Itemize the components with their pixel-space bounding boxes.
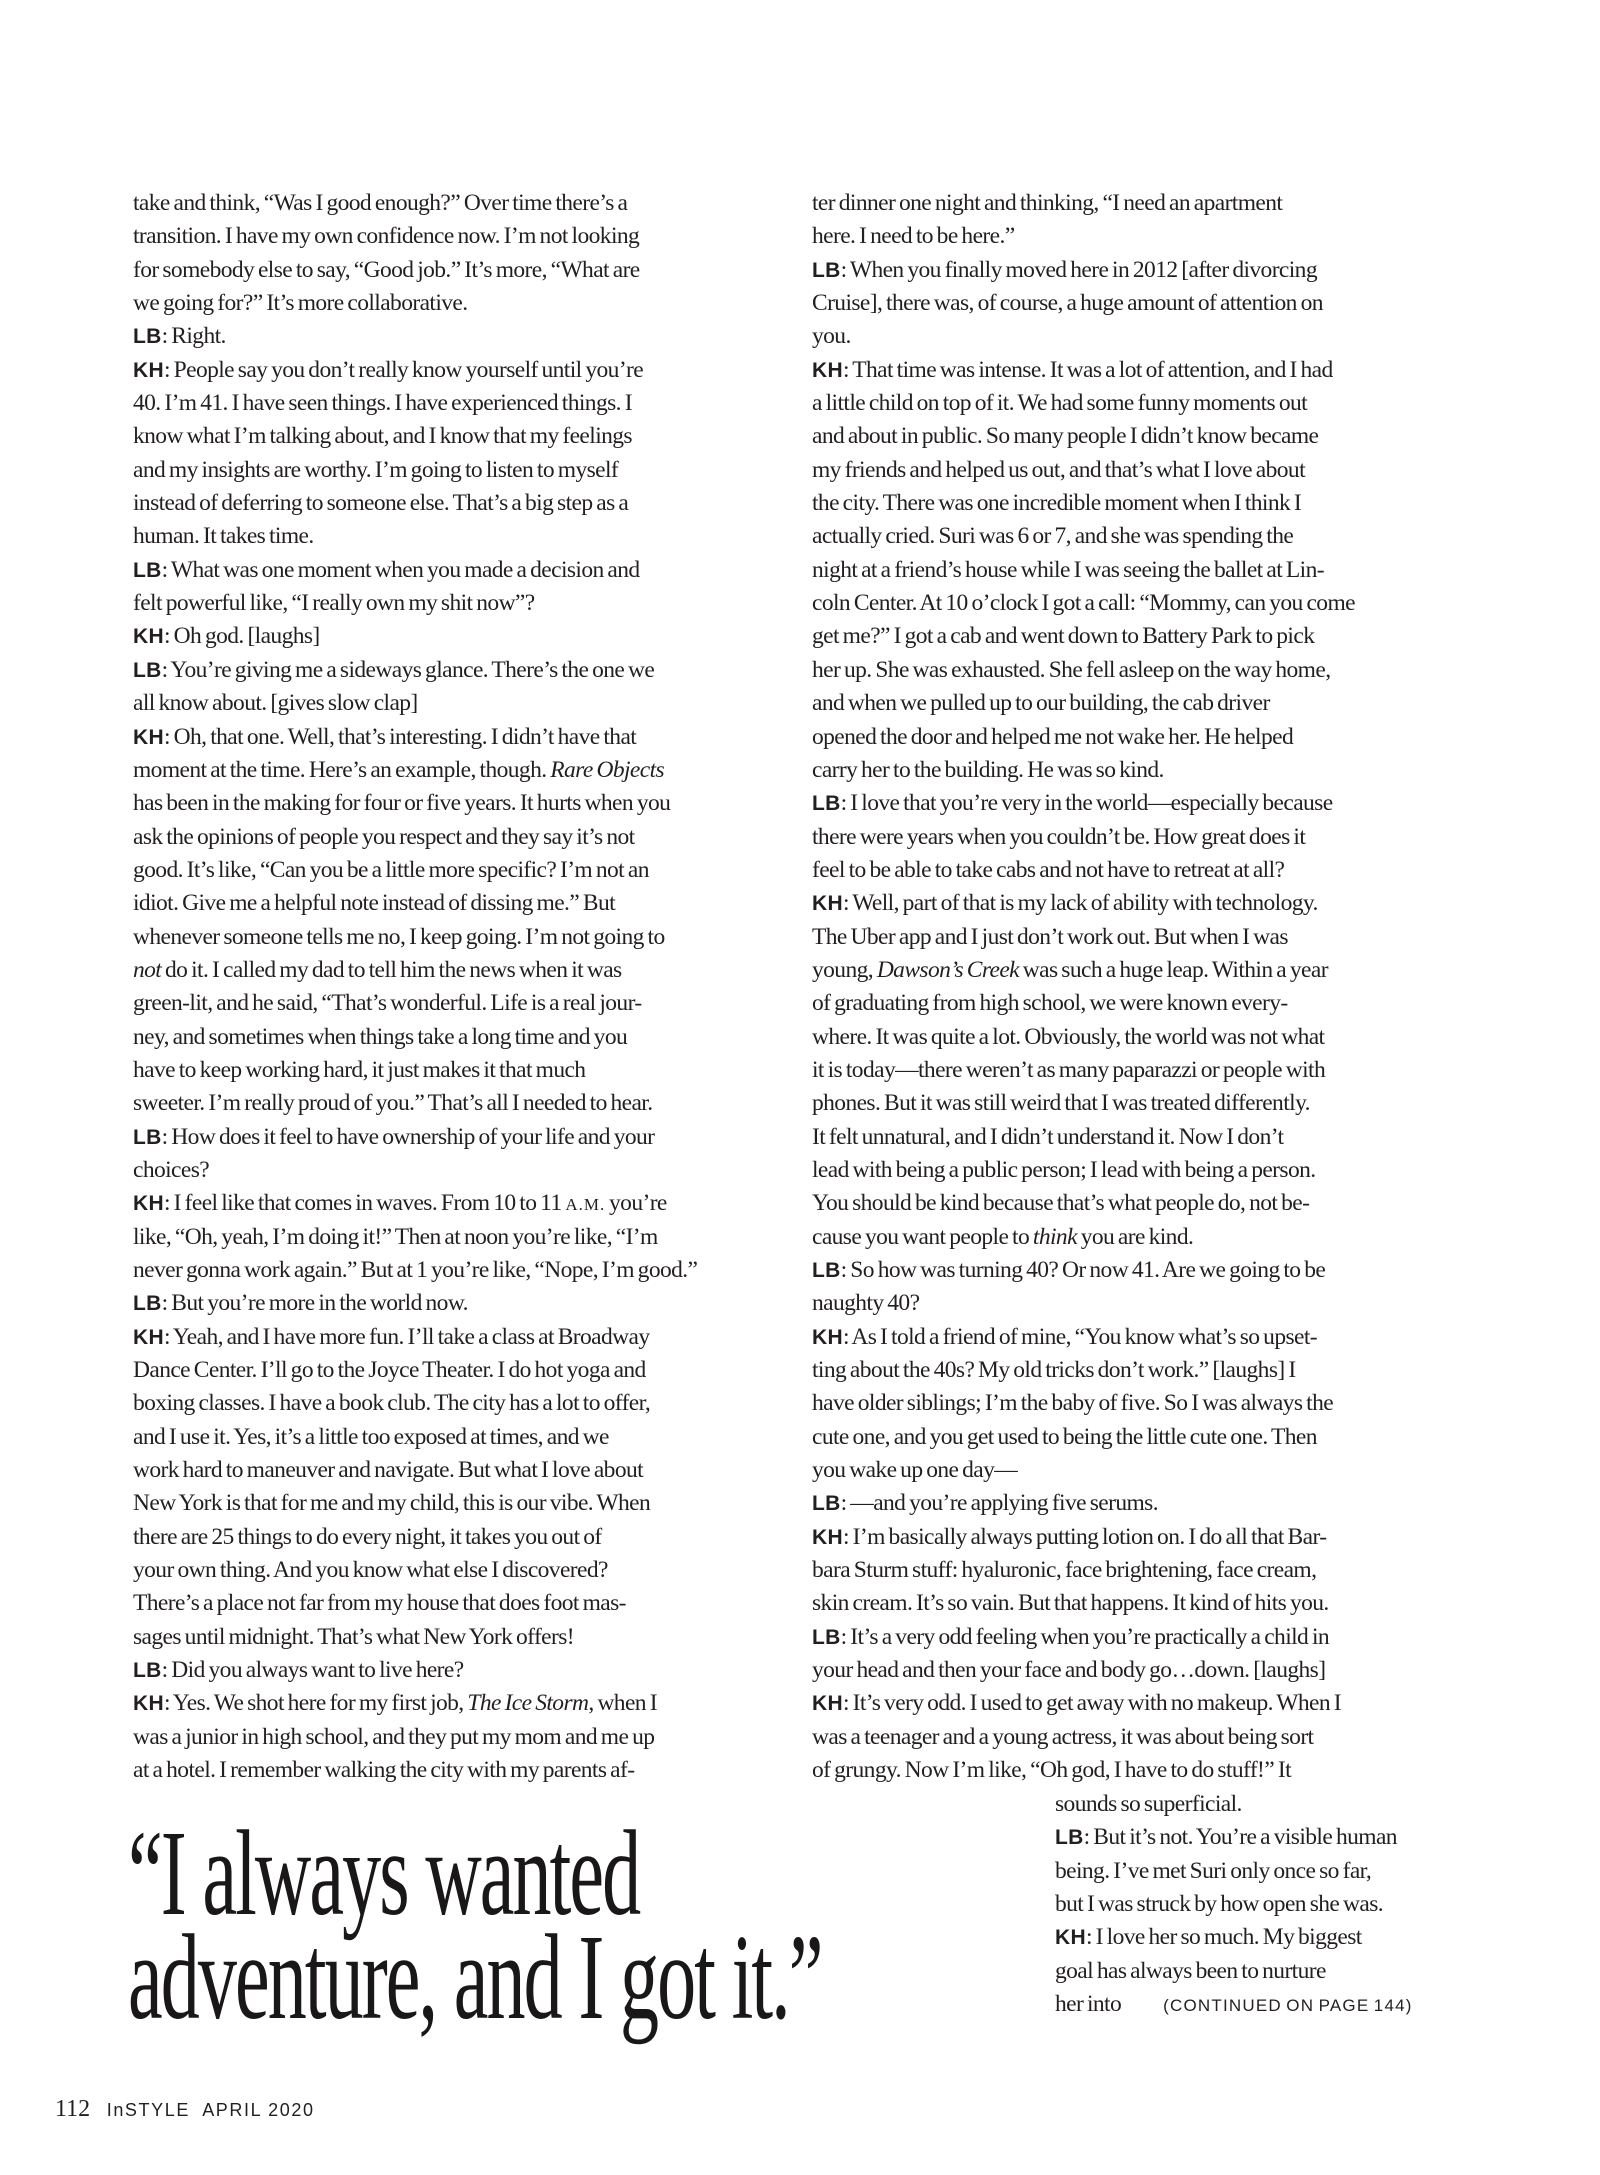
text-run: have to keep working hard, it just makes it that much — [133, 1056, 586, 1083]
text-line — [812, 821, 1448, 854]
text-run: it is today—there weren’t as many paparazzi or people with — [812, 1056, 1326, 1083]
text-run: of grungy. Now I’m like, “Oh god, I have to do stuff!” It — [812, 1757, 1292, 1784]
speaker-label: KH — [812, 892, 843, 916]
text-line — [812, 1487, 1448, 1520]
text-line — [812, 654, 1448, 687]
speaker-label: LB — [1055, 1826, 1084, 1850]
text-line — [812, 1754, 1448, 1787]
text-line — [812, 1287, 1448, 1320]
text-run: 40. I’m 41. I have seen things. I have experienced things. I — [133, 390, 632, 417]
text-line — [1055, 1955, 1447, 1988]
text-line — [812, 1321, 1448, 1354]
text-run: coln Center. At 10 o’clock I got a call: “Mommy, can you come — [812, 590, 1355, 617]
text-run: cause you want people to — [812, 1223, 1033, 1250]
text-line — [133, 1554, 773, 1587]
italic-title: Rare Objects — [550, 756, 665, 783]
text-run: : So how was turning 40? Or now 41. Are we going to be — [840, 1257, 1326, 1283]
text-line — [133, 1654, 773, 1687]
text-line — [133, 320, 773, 353]
text-line — [812, 520, 1448, 553]
text-run: phones. But it was still weird that I was treated differently. — [812, 1090, 1310, 1117]
text-run: : It’s very odd. I used to get away with no makeup. When I — [842, 1690, 1341, 1717]
text-line — [1055, 1888, 1447, 1921]
text-line — [133, 1321, 773, 1354]
text-line — [133, 620, 773, 653]
small-caps-text: A.M. — [565, 1195, 606, 1215]
text-run: never gonna work again.” But at 1 you’re like, “Nope, I’m good.” — [133, 1257, 698, 1283]
article-column-narrow — [1055, 1788, 1447, 2021]
text-line — [133, 1121, 773, 1154]
text-run: bara Sturm stuff: hyaluronic, face brightening, face cream, — [812, 1557, 1317, 1584]
text-line — [133, 454, 773, 487]
text-line — [133, 187, 773, 220]
text-line — [812, 487, 1448, 520]
text-run: whenever someone tells me no, I keep going. I’m not going to — [133, 923, 665, 950]
text-run: but I was struck by how open she was. — [1055, 1891, 1384, 1918]
text-run: know what I’m talking about, and I know that my feelings — [133, 423, 632, 450]
text-run: choices? — [133, 1156, 210, 1183]
text-run: there were years when you couldn’t be. How great does it — [812, 823, 1306, 850]
text-run: : Right. — [161, 323, 226, 350]
speaker-label: KH — [133, 358, 164, 382]
speaker-label: LB — [133, 1292, 162, 1316]
text-run: ting about the 40s? My old tricks don’t work.” [laughs] I — [812, 1357, 1296, 1384]
text-line — [812, 1054, 1448, 1087]
text-run: my friends and helped us out, and that’s what I love about — [812, 456, 1305, 483]
text-run: for somebody else to say, “Good job.” It’s more, “What are — [133, 256, 640, 283]
text-line — [133, 954, 773, 987]
text-run: we going for?” It’s more collaborative. — [133, 290, 468, 317]
text-line — [133, 654, 773, 687]
text-run: young, — [812, 956, 877, 983]
text-line — [133, 587, 773, 620]
text-line — [812, 1087, 1448, 1120]
speaker-label: KH — [133, 725, 164, 749]
article-column-left — [133, 187, 773, 1788]
text-run: where. It was quite a lot. Obviously, the world was not what — [812, 1023, 1325, 1050]
text-line — [133, 1154, 773, 1187]
text-run: : Well, part of that is my lack of ability with technology. — [842, 890, 1318, 917]
text-line — [133, 1687, 773, 1720]
text-line — [812, 1421, 1448, 1454]
text-run: : What was one moment when you made a decision and — [161, 556, 640, 583]
text-run: : Oh god. [laughs] — [163, 623, 320, 650]
text-line — [133, 787, 773, 820]
text-run: green-lit, and he said, “That’s wonderful. Life is a real jour- — [133, 990, 642, 1017]
text-run: carry her to the building. He was so kind. — [812, 756, 1164, 783]
text-line — [1055, 1788, 1447, 1821]
text-run: like, “Oh, yeah, I’m doing it!” Then at noon you’re like, “I’m — [133, 1223, 658, 1250]
text-run: sounds so superficial. — [1055, 1791, 1242, 1817]
text-line — [812, 954, 1448, 987]
text-line — [812, 854, 1448, 887]
text-run: cute one, and you get used to being the little cute one. Then — [812, 1423, 1317, 1450]
text-run: you’re — [605, 1190, 667, 1217]
text-run: boxing classes. I have a book club. The city has a lot to offer, — [133, 1390, 651, 1417]
text-line — [812, 1121, 1448, 1154]
speaker-label: KH — [812, 1692, 843, 1716]
text-run: get me?” I got a cab and went down to Battery Park to pick — [812, 623, 1315, 650]
text-run: opened the door and helped me not wake her. He helped — [812, 723, 1294, 750]
text-line — [812, 754, 1448, 787]
text-run: her into — [1055, 1991, 1122, 2018]
text-run: : Oh, that one. Well, that’s interesting. I didn’t have that — [163, 723, 637, 750]
speaker-label: LB — [812, 792, 841, 816]
text-run: : I love that you’re very in the world—especially because — [840, 790, 1333, 817]
text-line — [133, 220, 773, 253]
text-line — [133, 1387, 773, 1420]
text-line — [133, 1054, 773, 1087]
text-run: here. I need to be here.” — [812, 223, 1015, 250]
text-run: and about in public. So many people I didn’t know became — [812, 423, 1319, 450]
text-line — [133, 520, 773, 553]
article-column-right — [812, 187, 1448, 1788]
text-line — [133, 1087, 773, 1120]
text-run: being. I’ve met Suri only once so far, — [1055, 1857, 1372, 1884]
text-run: moment at the time. Here’s an example, though. — [133, 756, 551, 783]
text-run: : Yeah, and I have more fun. I’ll take a class at Broadway — [163, 1323, 650, 1350]
text-line — [133, 1454, 773, 1487]
text-line — [133, 1221, 773, 1254]
text-line — [133, 821, 773, 854]
text-line — [133, 1521, 773, 1554]
text-run: feel to be able to take cabs and not have to retreat at all? — [812, 856, 1285, 883]
pull-quote-line: adventure, and I got it.” — [128, 1910, 822, 2045]
issue-date: APRIL 2020 — [202, 2100, 315, 2120]
text-line — [812, 220, 1448, 253]
text-run: It felt unnatural, and I didn’t understand it. Now I don’t — [812, 1123, 1284, 1150]
text-run: ter dinner one night and thinking, “I need an apartment — [812, 190, 1283, 216]
text-run: your head and then your face and body go…down. [laughs] — [812, 1657, 1326, 1684]
text-line — [133, 1287, 773, 1320]
speaker-label: LB — [812, 1259, 841, 1282]
text-run: and when we pulled up to our building, the cab driver — [812, 690, 1270, 717]
text-run: ney, and sometimes when things take a long time and you — [133, 1023, 628, 1050]
text-line — [812, 1554, 1448, 1587]
text-line — [812, 1221, 1448, 1254]
text-line — [812, 721, 1448, 754]
text-line — [133, 1587, 773, 1620]
text-line — [812, 1687, 1448, 1720]
text-run: : People say you don’t really know yourself until you’re — [163, 356, 644, 383]
text-line — [133, 887, 773, 920]
text-run: : As I told a friend of mine, “You know what’s so upset- — [842, 1323, 1318, 1350]
text-line — [133, 1021, 773, 1054]
text-line — [133, 1421, 773, 1454]
text-run: : —and you’re applying five serums. — [840, 1490, 1158, 1517]
text-run: there are 25 things to do every night, it takes you out of — [133, 1523, 602, 1550]
text-run: was such a huge leap. Within a year — [1019, 956, 1328, 983]
text-run: a little child on top of it. We had some funny moments out — [812, 390, 1308, 417]
text-run: goal has always been to nurture — [1055, 1957, 1326, 1984]
speaker-label: KH — [133, 1192, 164, 1216]
text-line — [812, 1521, 1448, 1554]
text-run: take and think, “Was I good enough?” Over time there’s a — [133, 190, 628, 216]
text-line — [133, 254, 773, 287]
text-run: : When you finally moved here in 2012 [after divorcing — [840, 256, 1317, 283]
text-line — [812, 420, 1448, 453]
text-run: : Yes. We shot here for my first job, — [163, 1690, 468, 1717]
text-line — [812, 1154, 1448, 1187]
italic-title: Dawson’s Creek — [876, 956, 1020, 983]
italic-title: think — [1032, 1223, 1077, 1250]
text-line — [812, 1021, 1448, 1054]
text-line — [812, 1587, 1448, 1620]
text-run: naughty 40? — [812, 1290, 920, 1317]
text-run: the city. There was one incredible moment when I think I — [812, 490, 1302, 517]
text-line — [1055, 1921, 1447, 1954]
text-line — [133, 754, 773, 787]
text-line — [812, 1454, 1448, 1487]
text-run: ask the opinions of people you respect and they say it’s not — [133, 823, 635, 850]
text-line — [812, 320, 1448, 353]
text-run: have older siblings; I’m the baby of five. So I was always the — [812, 1390, 1334, 1417]
speaker-label: LB — [812, 258, 841, 282]
text-line — [133, 1187, 773, 1220]
text-run: all know about. [gives slow clap] — [133, 690, 418, 717]
text-run: : I love her so much. My biggest — [1085, 1924, 1362, 1951]
text-run: at a hotel. I remember walking the city with my parents af- — [133, 1757, 635, 1784]
page-number: 112 — [55, 2096, 91, 2122]
speaker-label: KH — [1055, 1926, 1086, 1950]
magazine-name: InSTYLE — [106, 2100, 190, 2120]
text-run: was a junior in high school, and they put my mom and me up — [133, 1723, 655, 1750]
text-line — [812, 1187, 1448, 1220]
text-line — [812, 354, 1448, 387]
speaker-label: KH — [812, 1525, 843, 1549]
text-line — [812, 887, 1448, 920]
text-line — [133, 721, 773, 754]
text-run: : I feel like that comes in waves. From 10 to 11 — [163, 1190, 566, 1217]
text-line — [133, 1254, 773, 1287]
text-line — [812, 687, 1448, 720]
text-run: do it. I called my dad to tell him the news when it was — [161, 956, 622, 983]
speaker-label: KH — [133, 1692, 164, 1716]
text-run: you wake up one day— — [812, 1457, 1018, 1484]
text-run: transition. I have my own confidence now. I’m not looking — [133, 223, 640, 250]
text-line — [1055, 1821, 1447, 1854]
text-run: skin cream. It’s so vain. But that happens. It kind of hits you. — [812, 1590, 1329, 1617]
text-line — [133, 687, 773, 720]
text-run: good. It’s like, “Can you be a little more specific? I’m not an — [133, 856, 649, 883]
text-line — [133, 554, 773, 587]
text-line — [133, 1754, 773, 1787]
text-line — [133, 287, 773, 320]
speaker-label: LB — [812, 1625, 841, 1649]
speaker-label: KH — [812, 358, 843, 382]
text-line — [133, 854, 773, 887]
text-run: was a teenager and a young actress, it was about being sort — [812, 1723, 1314, 1750]
text-line — [812, 587, 1448, 620]
text-run: : I’m basically always putting lotion on. I do all that Bar- — [842, 1523, 1327, 1550]
text-run: : Did you always want to live here? — [161, 1657, 464, 1684]
text-line — [812, 287, 1448, 320]
text-run: of graduating from high school, we were known every- — [812, 990, 1288, 1017]
text-run: Dance Center. I’ll go to the Joyce Theater. I do hot yoga and — [133, 1357, 646, 1384]
text-run: Cruise], there was, of course, a huge amount of attention on — [812, 290, 1323, 317]
text-run: work hard to maneuver and navigate. But what I love about — [133, 1457, 644, 1484]
italic-title: The Ice Storm — [467, 1690, 589, 1717]
text-run: you are kind. — [1076, 1223, 1194, 1250]
text-run: instead of deferring to someone else. That’s a big step as a — [133, 490, 629, 517]
text-run: : That time was intense. It was a lot of attention, and I had — [842, 356, 1333, 383]
text-run: idiot. Give me a helpful note instead of dissing me.” But — [133, 890, 616, 917]
text-run: There’s a place not far from my house that does foot mas- — [133, 1590, 626, 1617]
pull-quote-line: “I always wanted — [128, 1806, 640, 1941]
text-line — [133, 1621, 773, 1654]
page-footer — [55, 2096, 315, 2123]
text-run: : But it’s not. You’re a visible human — [1083, 1824, 1397, 1851]
text-line — [133, 420, 773, 453]
speaker-label: LB — [812, 1492, 841, 1516]
text-run: You should be kind because that’s what people do, not be- — [812, 1190, 1310, 1217]
text-run: : How does it feel to have ownership of your life and your — [161, 1123, 655, 1150]
text-line — [133, 354, 773, 387]
text-run: : But you’re more in the world now. — [161, 1290, 468, 1317]
text-line — [812, 187, 1448, 220]
text-run: New York is that for me and my child, this is our vibe. When — [133, 1490, 651, 1517]
text-line — [133, 921, 773, 954]
text-line — [812, 1254, 1448, 1287]
text-run: and my insights are worthy. I’m going to listen to myself — [133, 456, 619, 483]
continued-on-page-note: (CONTINUED ON PAGE 144) — [1163, 1996, 1413, 2016]
text-line — [133, 387, 773, 420]
text-run: night at a friend’s house while I was seeing the ballet at Lin- — [812, 556, 1324, 583]
text-run: sages until midnight. That’s what New York offers! — [133, 1623, 574, 1650]
text-line — [812, 620, 1448, 653]
text-run: you. — [812, 323, 851, 350]
text-line — [812, 1621, 1448, 1654]
text-line — [812, 1354, 1448, 1387]
text-line — [1055, 1988, 1447, 2021]
italic-title: not — [133, 956, 162, 983]
text-line — [812, 387, 1448, 420]
text-line — [133, 487, 773, 520]
text-run: actually cried. Suri was 6 or 7, and she was spending the — [812, 523, 1294, 550]
text-line — [812, 921, 1448, 954]
text-run: , when I — [588, 1690, 657, 1717]
speaker-label: KH — [133, 625, 164, 649]
text-run: lead with being a public person; I lead with being a person. — [812, 1156, 1316, 1183]
text-line — [812, 1654, 1448, 1687]
text-line — [812, 1721, 1448, 1754]
speaker-label: LB — [133, 1125, 162, 1149]
speaker-label: KH — [812, 1325, 843, 1349]
text-line — [812, 254, 1448, 287]
text-line — [812, 554, 1448, 587]
text-run: : You’re giving me a sideways glance. There’s the one we — [161, 656, 655, 683]
speaker-label: LB — [133, 1659, 162, 1683]
text-run: The Uber app and I just don’t work out. But when I was — [812, 923, 1288, 950]
text-line — [812, 1387, 1448, 1420]
text-run: sweeter. I’m really proud of you.” That’s all I needed to hear. — [133, 1090, 653, 1117]
text-run: : It’s a very odd feeling when you’re practically a child in — [840, 1623, 1330, 1650]
text-line — [812, 454, 1448, 487]
speaker-label: LB — [133, 658, 162, 682]
text-line — [133, 987, 773, 1020]
speaker-label: LB — [133, 325, 162, 349]
text-run: human. It takes time. — [133, 523, 314, 550]
text-run: felt powerful like, “I really own my shit now”? — [133, 590, 535, 617]
pull-quote — [128, 1806, 822, 2045]
speaker-label: KH — [133, 1325, 164, 1349]
text-run: has been in the making for four or five years. It hurts when you — [133, 790, 671, 817]
text-run: and I use it. Yes, it’s a little too exposed at times, and we — [133, 1423, 609, 1450]
text-line — [812, 787, 1448, 820]
text-run: your own thing. And you know what else I discovered? — [133, 1557, 608, 1584]
text-line — [812, 987, 1448, 1020]
text-line — [133, 1354, 773, 1387]
speaker-label: LB — [133, 558, 162, 582]
text-line — [133, 1487, 773, 1520]
text-line — [133, 1721, 773, 1754]
text-line — [1055, 1855, 1447, 1888]
text-run: her up. She was exhausted. She fell asleep on the way home, — [812, 656, 1331, 683]
